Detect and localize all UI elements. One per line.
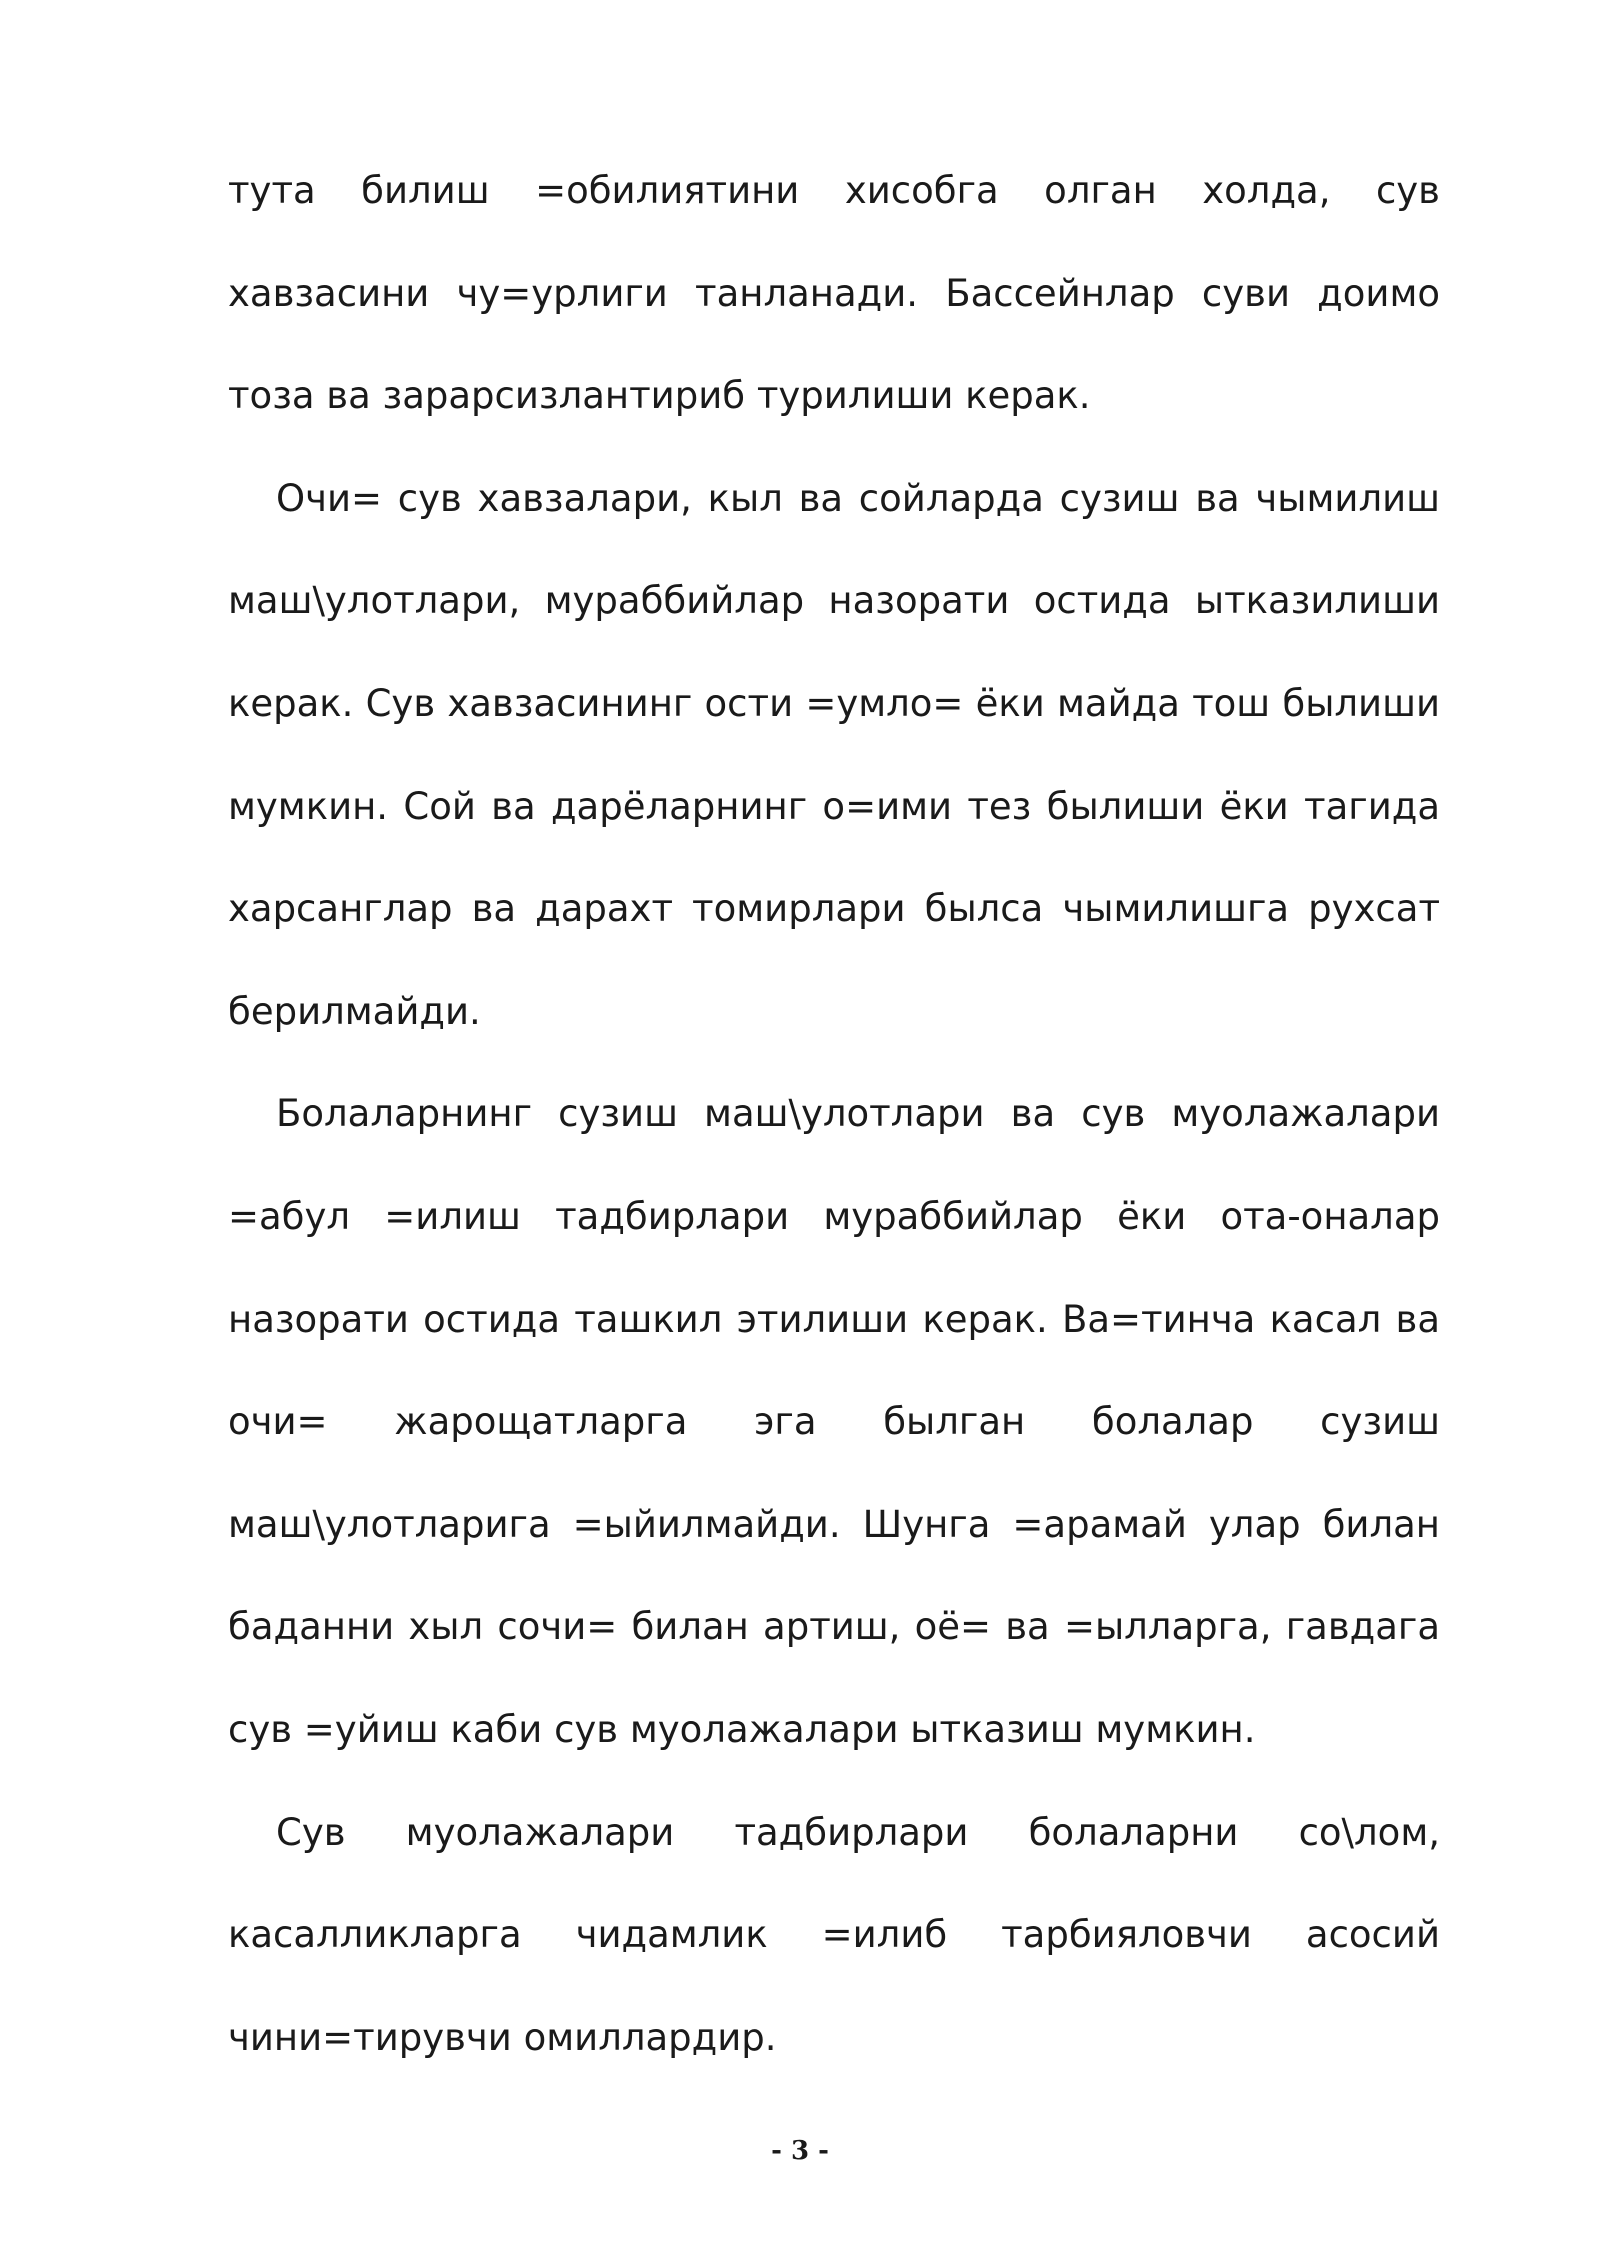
paragraph-2: Очи= сув хавзалари, кыл ва сойларда сузиш ва чымилиш маш\улотлари, мураббийлар назорати остида ыткази​лиши керак. Сув хавзасининг ости =умло= ёки майда тош былиши мумкин. Сой ва дарёларнинг о=ими тез былиши ёки тагида харсанглар ва дарахт томирлари былса чымилишга рухсат берилмайди. [228,476,1440,1033]
paragraph-3: Болаларнинг сузиш маш\улотлари ва сув муолажалари =абул =илиш тадбирлари мураббийлар ёки ота-оналар назорати остида ташкил этилиши керак. Ва=тинча касал ва очи= жарощатларга эга былган болалар сузиш маш\улотларига =ыйилмайди. Шунга =арамай улар билан баданни хыл сочи= билан артиш, оё= ва =ылларга, гавдага сув =уйиш каби сув муолажалари ыткази​ш мумкин. [228,1092,1440,1751]
page-number: - 3 - [771,2136,829,2166]
paragraph-4: Сув муолажалари тадбирлари болаларни со\лом, касалликларга чидамлик =илиб тарбияловчи асосий чини=тирувчи омиллардир. [228,1810,1440,2059]
document-body [228,140,1440,2089]
paragraph-1: тута билиш =обилиятини хисобга олган холда, сув хавзасини чу=урлиги танланади. Бассейнлар суви доимо тоза ва зарарсизлантириб турилиши керак. [228,169,1440,418]
